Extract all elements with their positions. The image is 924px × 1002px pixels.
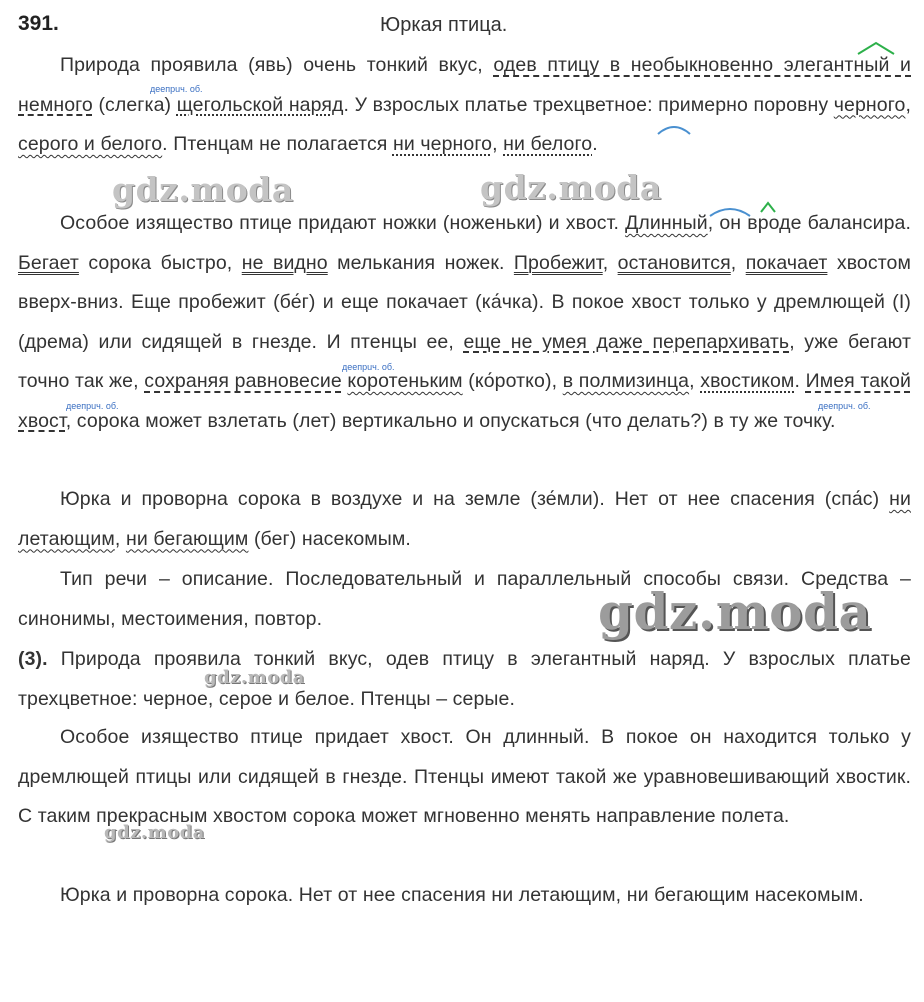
text-run: , (905, 93, 912, 116)
root-arc-icon (656, 122, 692, 136)
participle-phrase: одев птицу в необыкновенно элегантный и немного (18, 54, 912, 116)
participle-phrase: еще не умея даже перепархивать (463, 330, 790, 353)
suffix-mark-icon (759, 200, 777, 214)
object-phrase: ни белого (503, 133, 593, 155)
text-run: Особое изящество птице придает хвост. Он длинный. В покое он находится только у дремлющей птицы или сидящей в гнезде. Птенцы имеют такой же уравновешивающий хвостик. С таким прекрасным хвостом сорока может мгновенно менять направление полета. (18, 726, 911, 827)
attribute-word: черного (833, 93, 906, 116)
object-phrase: щегольской наряд (176, 93, 344, 116)
text-run: Природа проявила тонкий вкус, одев птицу в элегантный наряд. У взрослых платье трехцветное: черное, серое и белое. Птенцы – серые. (18, 648, 911, 710)
text-run: Юрка и проворна сорока в воздухе и на земле (зе́мли). Нет от нее спасения (спа́с) (60, 488, 890, 510)
watermark: gdz.moda (204, 667, 305, 688)
exercise-title: Юркая птица. (380, 14, 508, 36)
watermark: gdz.moda (480, 168, 662, 207)
root-arc-icon (708, 204, 752, 218)
text-run: . Птенцам не полагается (162, 133, 393, 155)
text-run: (ко́ротко), (462, 370, 563, 392)
paragraph-1 (18, 46, 911, 165)
predicate-word: покачает (745, 251, 828, 274)
text-run: , (114, 527, 126, 550)
paragraph-7 (18, 876, 911, 916)
exercise-header (0, 12, 924, 42)
text-run: , он вроде балансира. (707, 212, 911, 234)
text-run: , уже бегают точно так же, (18, 330, 912, 392)
annotation-note: деепрuч. об. (66, 401, 119, 411)
text-run: . (592, 133, 598, 155)
paragraph-5 (18, 640, 911, 719)
text-run: (слегка) (92, 93, 177, 116)
attribute-word: ни бегающим (125, 527, 249, 550)
predicate-word: не видно (241, 251, 328, 274)
predicate-word: Пробежит (513, 251, 603, 274)
root-mark-icon (856, 40, 896, 56)
exercise-number: 391. (18, 12, 59, 35)
annotation-note: деепрuч. об. (342, 362, 395, 372)
paragraph-6 (18, 718, 911, 837)
text-run: , (689, 370, 701, 392)
text-run: . (794, 370, 806, 392)
text-run: Особое изящество птице придают ножки (ноженьки) и хвост. (60, 212, 626, 234)
text-run: , сорока может взлетать (лет) вертикально и опускаться (что делать?) в ту же точку. (65, 409, 836, 432)
attribute-word: ни летающим (18, 488, 911, 550)
watermark: gdz.moda (104, 822, 205, 843)
text-run: мелькания ножек. (327, 251, 514, 274)
object-word: хвостиком (700, 370, 795, 392)
text-run: , (602, 251, 618, 274)
paragraph-3 (18, 480, 911, 559)
participle-phrase: Имея такой хвост (18, 370, 911, 432)
text-run: . У взрослых платье трехцветное: примерно поровну (343, 93, 834, 116)
text-run: Юрка и проворна сорока. Нет от нее спасения ни летающим, ни бегающим насекомым. (60, 884, 864, 906)
annotation-note: деепрuч. об. (150, 84, 203, 94)
watermark: gdz.moda (598, 582, 872, 641)
text-run: сорока быстро, (78, 251, 242, 274)
attribute-word: коротеньким (347, 370, 463, 392)
task-label: (3). (18, 648, 48, 670)
text-run: , (492, 133, 504, 155)
text-run: Тип речи – описание. Последовательный и параллельный способы связи. Средства – синонимы, местоимения, повтор. (18, 568, 911, 630)
attribute-phrase: в полмизинца (562, 370, 690, 392)
text-run: , (730, 251, 746, 274)
annotation-note: деепрuч. об. (818, 401, 871, 411)
predicate-word: остановится (617, 251, 731, 274)
predicate-word: Бегает (18, 251, 79, 274)
participle-phrase: сохраняя равновесие (144, 370, 342, 392)
paragraph-4 (18, 560, 911, 639)
watermark: gdz.moda (112, 170, 294, 209)
predicate-word: Длинный (625, 212, 708, 234)
object-phrase: ни черного (392, 133, 493, 155)
text-run: Природа проявила (явь) очень тонкий вкус, (60, 54, 494, 76)
text-run: (бег) насекомым. (248, 527, 411, 550)
attribute-phrase: серого и белого (18, 133, 163, 155)
text-run: хвостом вверх-вниз. Еще пробежит (бе́г) и еще покачает (ка́чка). В покое хвост только у дремлющей (I) (дрема) или сидящей в гнезде. И птенцы ее, (18, 251, 911, 353)
paragraph-2 (18, 204, 911, 441)
